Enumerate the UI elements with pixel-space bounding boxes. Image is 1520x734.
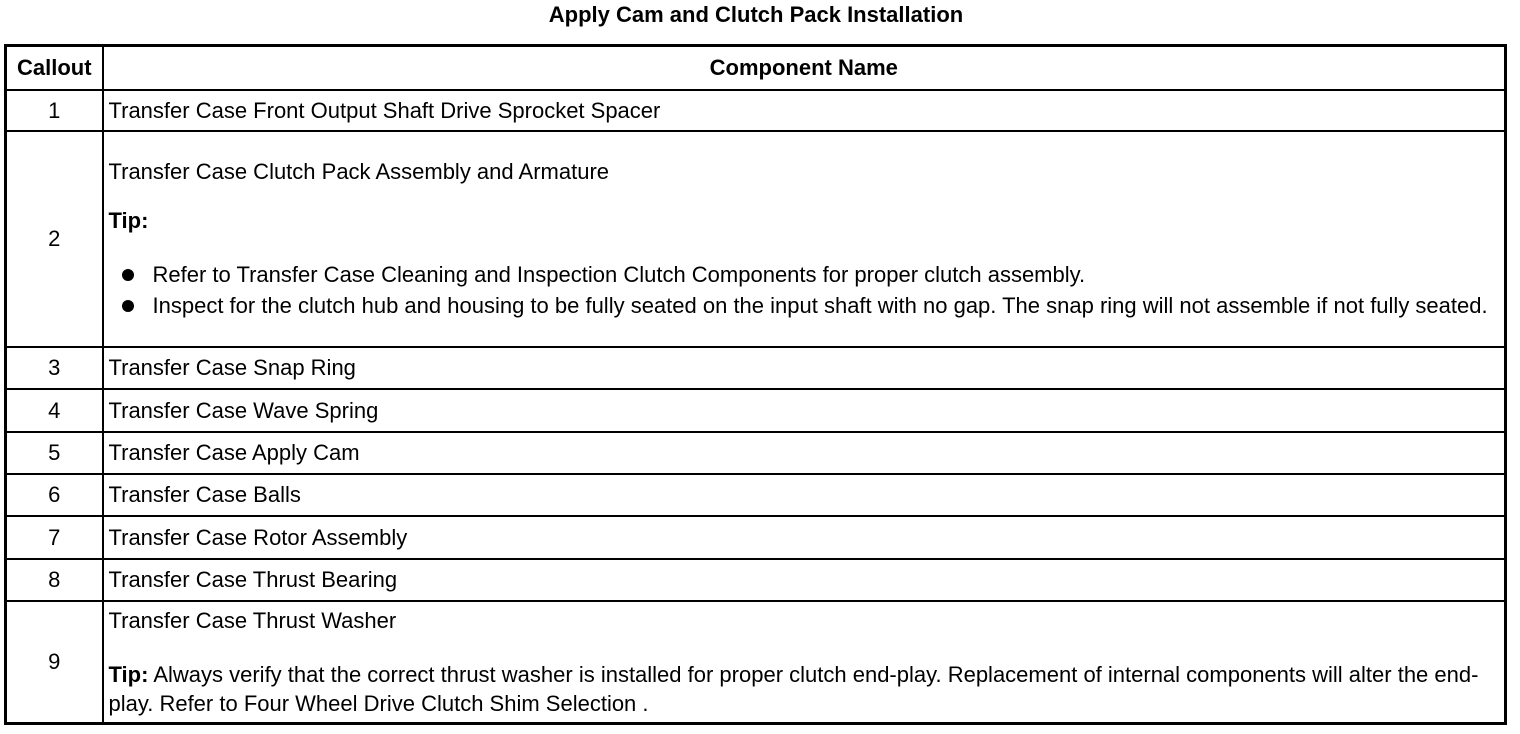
tip-paragraph xyxy=(109,660,1500,718)
table-row xyxy=(6,474,1506,516)
component-name: Transfer Case Clutch Pack Assembly and Armature xyxy=(108,158,609,184)
callout-cell: 5 xyxy=(6,432,103,474)
component-cell xyxy=(103,601,1506,724)
callout-cell: 8 xyxy=(6,559,103,601)
table-row xyxy=(6,432,1506,474)
tip-bullet: Inspect for the clutch hub and housing to be fully seated on the input shaft with no gap. The snap ring will not assemble if not fully seated. xyxy=(153,290,1500,321)
component-cell xyxy=(103,131,1506,347)
header-component-name: Component Name xyxy=(103,46,1506,90)
tip-label: Tip: xyxy=(108,661,149,687)
callout-cell: 6 xyxy=(6,474,103,516)
component-cell: Transfer Case Balls xyxy=(103,474,1506,516)
table-row xyxy=(6,131,1506,347)
component-cell: Transfer Case Rotor Assembly xyxy=(103,516,1506,559)
tip-label: Tip: xyxy=(108,207,149,233)
callout-cell: 9 xyxy=(6,601,103,724)
table-row xyxy=(6,559,1506,601)
table-row xyxy=(6,90,1506,131)
table-header-row xyxy=(6,46,1506,90)
document-title: Apply Cam and Clutch Pack Installation xyxy=(548,2,964,27)
table-row xyxy=(6,516,1506,559)
component-cell: Transfer Case Wave Spring xyxy=(103,389,1506,432)
component-cell: Transfer Case Thrust Bearing xyxy=(103,559,1506,601)
tip-bullet: Refer to Transfer Case Cleaning and Inspection Clutch Components for proper clutch assembly. xyxy=(153,259,1500,290)
tip-text: Always verify that the correct thrust washer is installed for proper clutch end-play. Replacement of internal components will alter the end-play. Refer to Four Wheel Drive Clutch Shim Selection . xyxy=(108,661,1479,716)
header-callout: Callout xyxy=(6,46,103,90)
callout-cell: 2 xyxy=(6,131,103,347)
callout-cell: 7 xyxy=(6,516,103,559)
callout-cell: 3 xyxy=(6,347,103,389)
callout-cell: 4 xyxy=(6,389,103,432)
component-name: Transfer Case Thrust Washer xyxy=(108,607,397,633)
table-row xyxy=(6,347,1506,389)
component-cell: Transfer Case Front Output Shaft Drive Sprocket Spacer xyxy=(103,90,1506,131)
components-table xyxy=(4,44,1507,725)
table-row xyxy=(6,601,1506,724)
callout-cell: 1 xyxy=(6,90,103,131)
component-cell: Transfer Case Snap Ring xyxy=(103,347,1506,389)
table-row xyxy=(6,389,1506,432)
component-cell: Transfer Case Apply Cam xyxy=(103,432,1506,474)
tip-list xyxy=(109,259,1500,321)
